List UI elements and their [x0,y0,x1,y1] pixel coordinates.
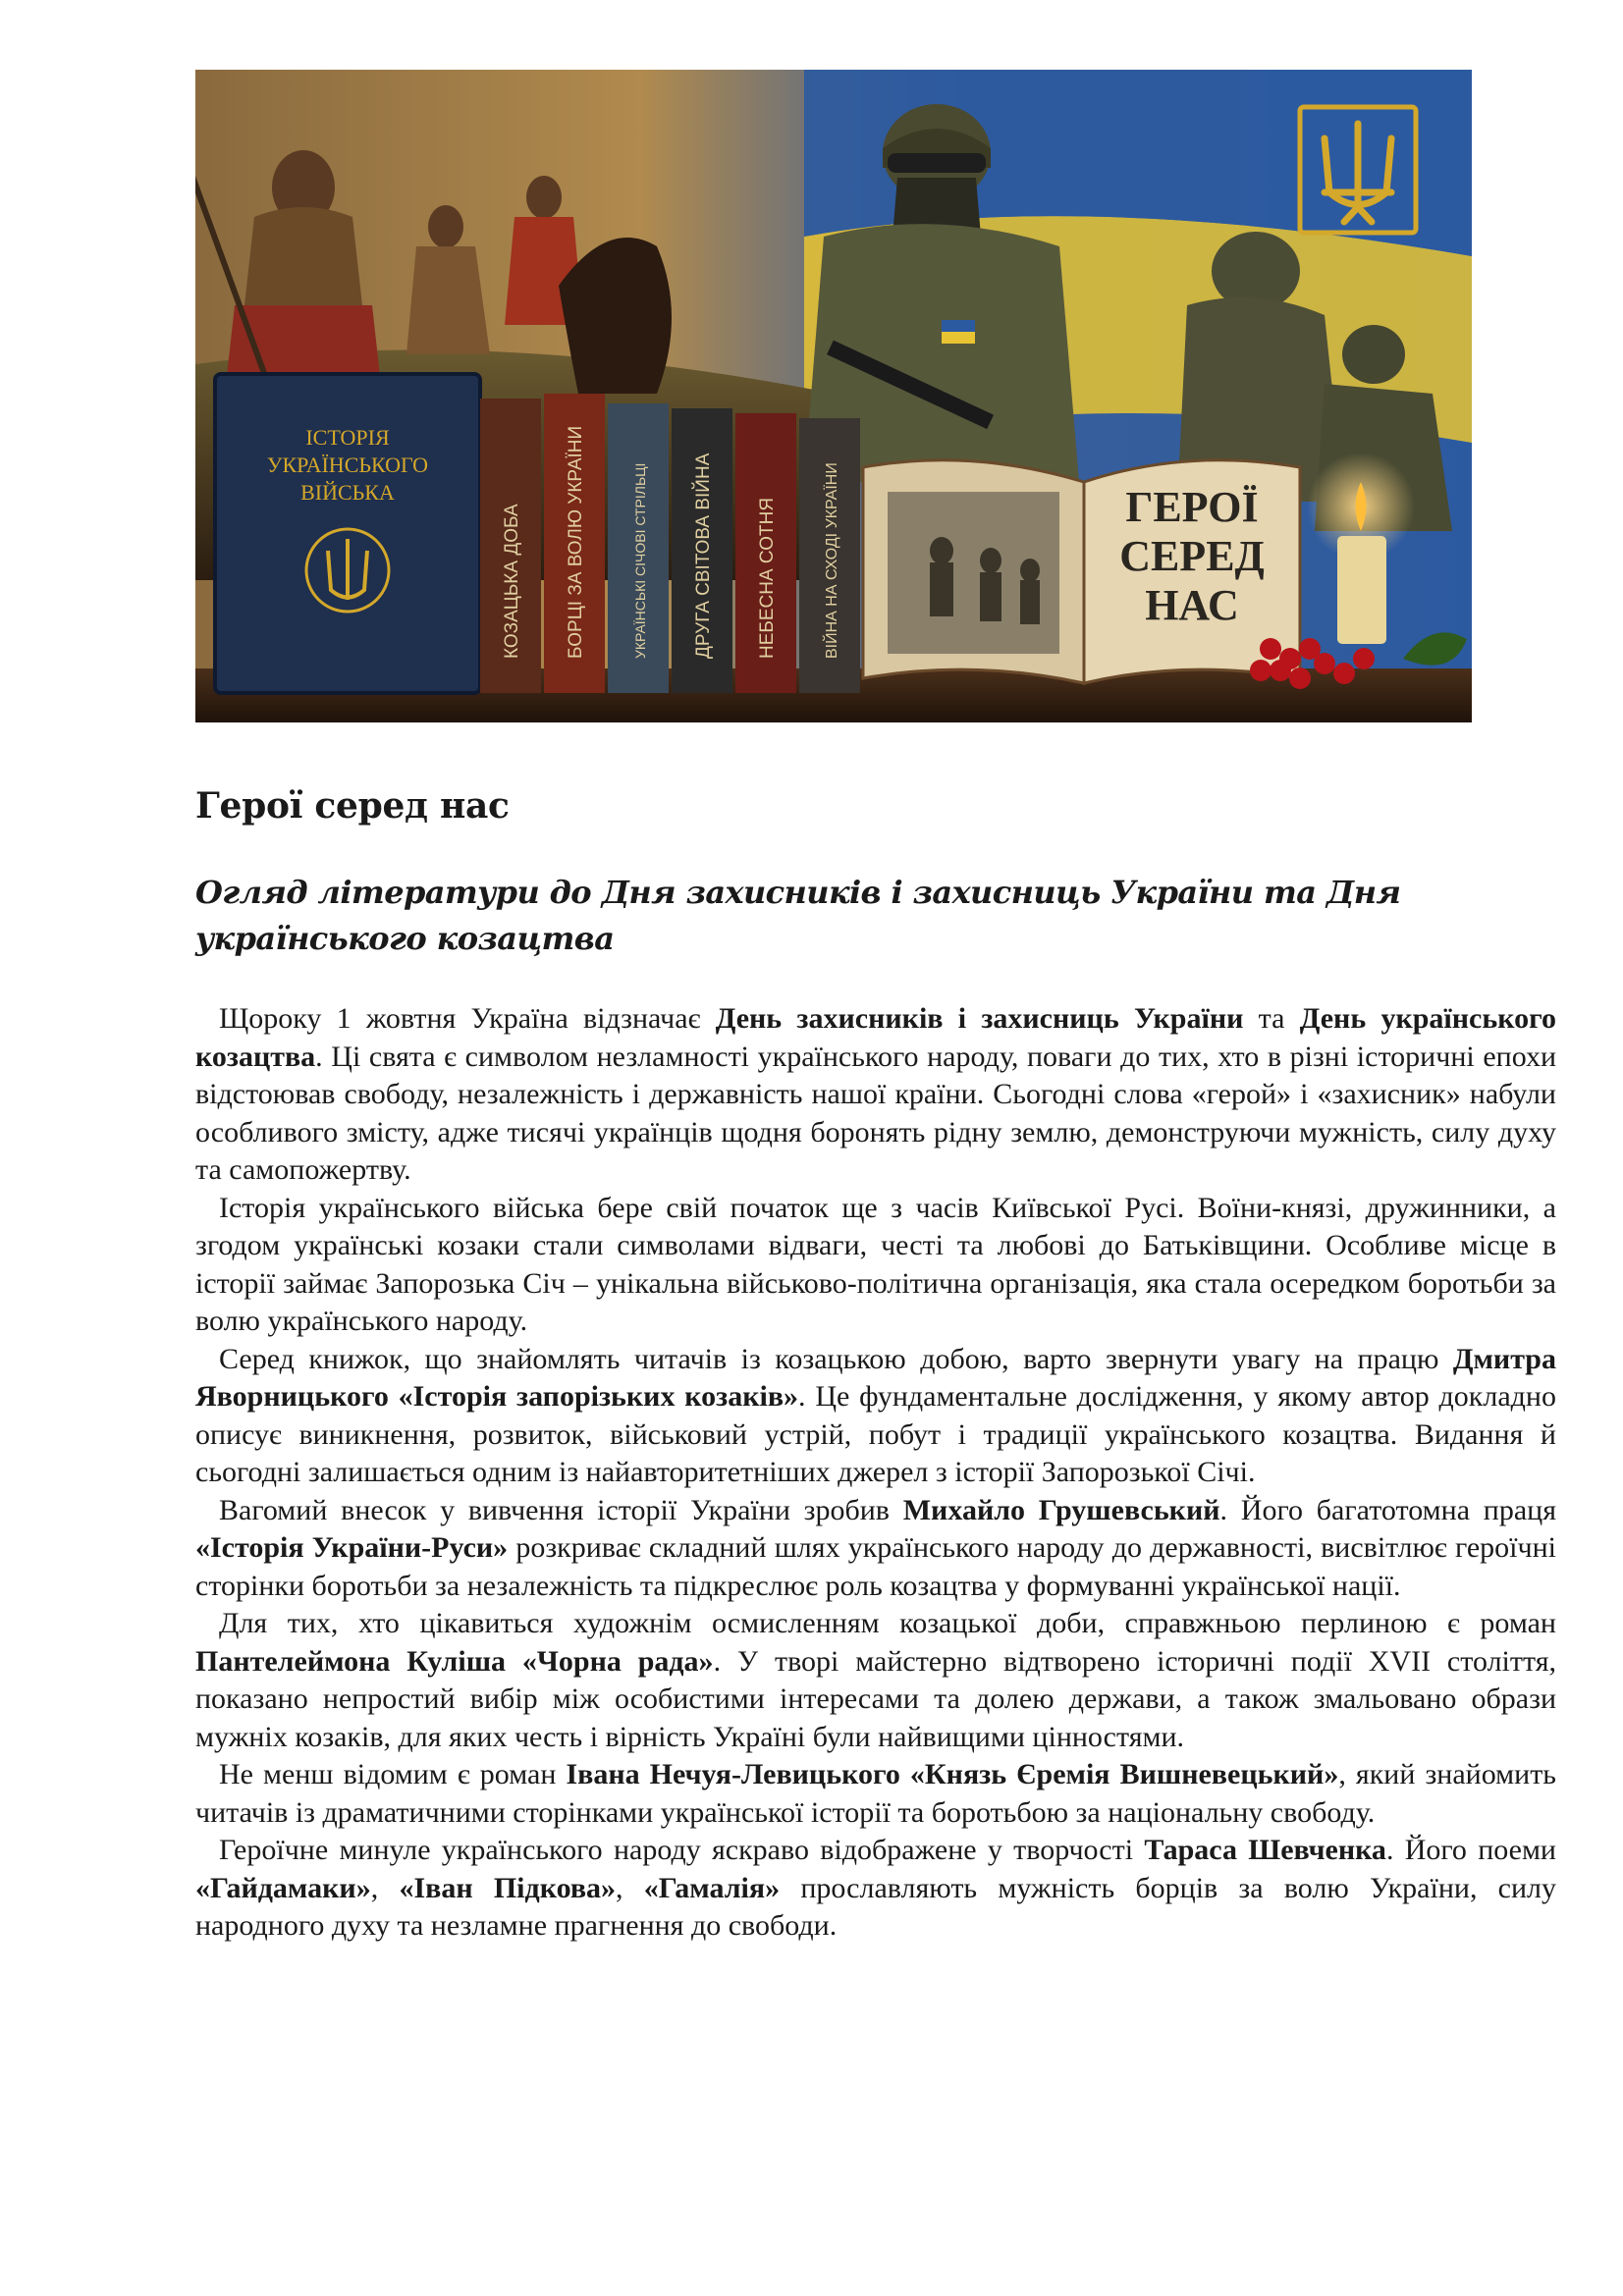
text-run: Для тих, хто цікавиться художнім осмисленням козацької доби, справжньою перлиною є роман [219,1607,1556,1639]
banner-artwork [195,70,1472,722]
text-run: розкриває складний шлях українського народу до державності, висвітлює героїчні сторінки боротьби за незалежність та підкреслює роль козацтва у формуванні української нації. [195,1531,1556,1602]
spine-3: УКРАЇНСЬКІ СІЧОВІ СТРІЛЬЦІ [632,462,648,659]
text-run: . Його поеми [1385,1834,1556,1866]
text-run: , [370,1871,400,1904]
page-subtitle: Огляд літератури до Дня захисників і захисниць України та Дня українського козацтва [195,874,1401,957]
trident-emblem [1300,107,1416,233]
banner-illustration [195,70,1472,722]
text-run: Історія українського війська бере свій початок ще з часів Київської Русі. Воїни-князі, дружинники, а згодом українські козаки стали символами відваги, честі та любові до Батьківщини. Особливе місце в історії займає Запорозька Січ – унікальна військово-політична організація, яка стала осередком боротьби за волю українського народу. [195,1191,1556,1337]
text-run: . Ці свята є символом незламності українського народу, поваги до тих, хто в різні історичні епохи відстоював свободу, незалежність і державність нашої країни. Сьогодні слова «герой» і «захисник» набули особливого змісту, адже тисячі українців щодня боронять рідну землю, демонструючи мужність, силу духу та самопожертву. [195,1040,1556,1186]
text-run: Серед книжок, що знайомлять читачів із козацькою добою, варто звернути увагу на працю [219,1342,1453,1375]
article-body [195,1000,1556,1946]
paragraph [195,1000,1556,1190]
book-main-title-line2: УКРАЇНСЬКОГО [266,453,429,477]
text-run: , який знайомить читачів із драматичними сторінками української історії та боротьбою за національну свободу. [195,1758,1556,1829]
bold-text: «Історія України-Руси» [195,1531,509,1564]
spine-5: НЕБЕСНА СОТНЯ [757,497,778,659]
bold-text: Івана Нечуя-Левицького «Князь Єремія Вишневецький» [566,1758,1339,1790]
spine-6: ВІЙНА НА СХОДІ УКРАЇНИ [824,462,840,659]
text-run: Героїчне минуле українського народу яскраво відображене у творчості [219,1834,1145,1866]
spine-4: ДРУГА СВІТОВА ВІЙНА [693,453,714,659]
bold-text: Пантелеймона Куліша «Чорна рада» [195,1644,714,1678]
bold-text: Дмитра Яворницького «Історія запорізьких козаків» [195,1342,1556,1413]
page-title: Герої серед нас [195,785,510,827]
bold-text: «Гайдамаки» [195,1871,371,1904]
spine-1: КОЗАЦЬКА ДОБА [502,504,522,659]
paragraph [195,1492,1556,1606]
text-run: Щороку 1 жовтня Україна відзначає [219,1002,716,1035]
paragraph [195,1756,1556,1832]
spine-2: БОРЦІ ЗА ВОЛЮ УКРАЇНИ [566,425,586,659]
bold-text: Тараса Шевченка [1144,1834,1386,1866]
paragraph [195,1832,1556,1946]
bold-text: Михайло Грушевський [902,1493,1220,1526]
open-book-line3: НАС [1145,581,1239,629]
text-run: та [1243,1002,1300,1035]
book-main-title-line3: ВІЙСЬКА [300,480,395,505]
bold-text: «Гамалія» [643,1871,781,1904]
text-run: прославляють мужність борців за волю України, силу народного духу та незламне прагнення до свободи. [195,1871,1557,1942]
paragraph [195,1341,1556,1492]
open-book-line2: СЕРЕД [1119,532,1265,580]
bold-text: День українського козацтва [195,1002,1556,1073]
open-book [863,460,1300,683]
open-book-line1: ГЕРОЇ [1125,483,1259,531]
bold-text: День захисників і захисниць України [715,1002,1244,1035]
text-run: . Його багатотомна праця [1219,1493,1556,1526]
text-run: Не менш відомим є роман [219,1758,567,1790]
paragraph [195,1190,1556,1341]
text-run: . Це фундаментальне дослідження, у якому автор докладно описує виникнення, розвиток, військовий устрій, побут і традиції українського козацтва. Видання й сьогодні залишається одним із найавторитетніших джерел з історії Запорозької Січі. [195,1380,1556,1488]
bold-text: «Іван Підкова» [399,1871,617,1904]
text-run: . У творі майстерно відтворено історичні події XVII століття, показано непростий вибір між особистими інтересами та долею держави, а також змальовано образи мужніх козаків, для яких честь і вірність Україні були найвищими цінностями. [195,1644,1556,1753]
book-main-title-line1: ІСТОРІЯ [305,425,390,450]
text-run: , [616,1871,644,1904]
paragraph [195,1605,1556,1756]
book-main [215,374,480,693]
text-run: Вагомий внесок у вивчення історії України зробив [219,1493,903,1526]
